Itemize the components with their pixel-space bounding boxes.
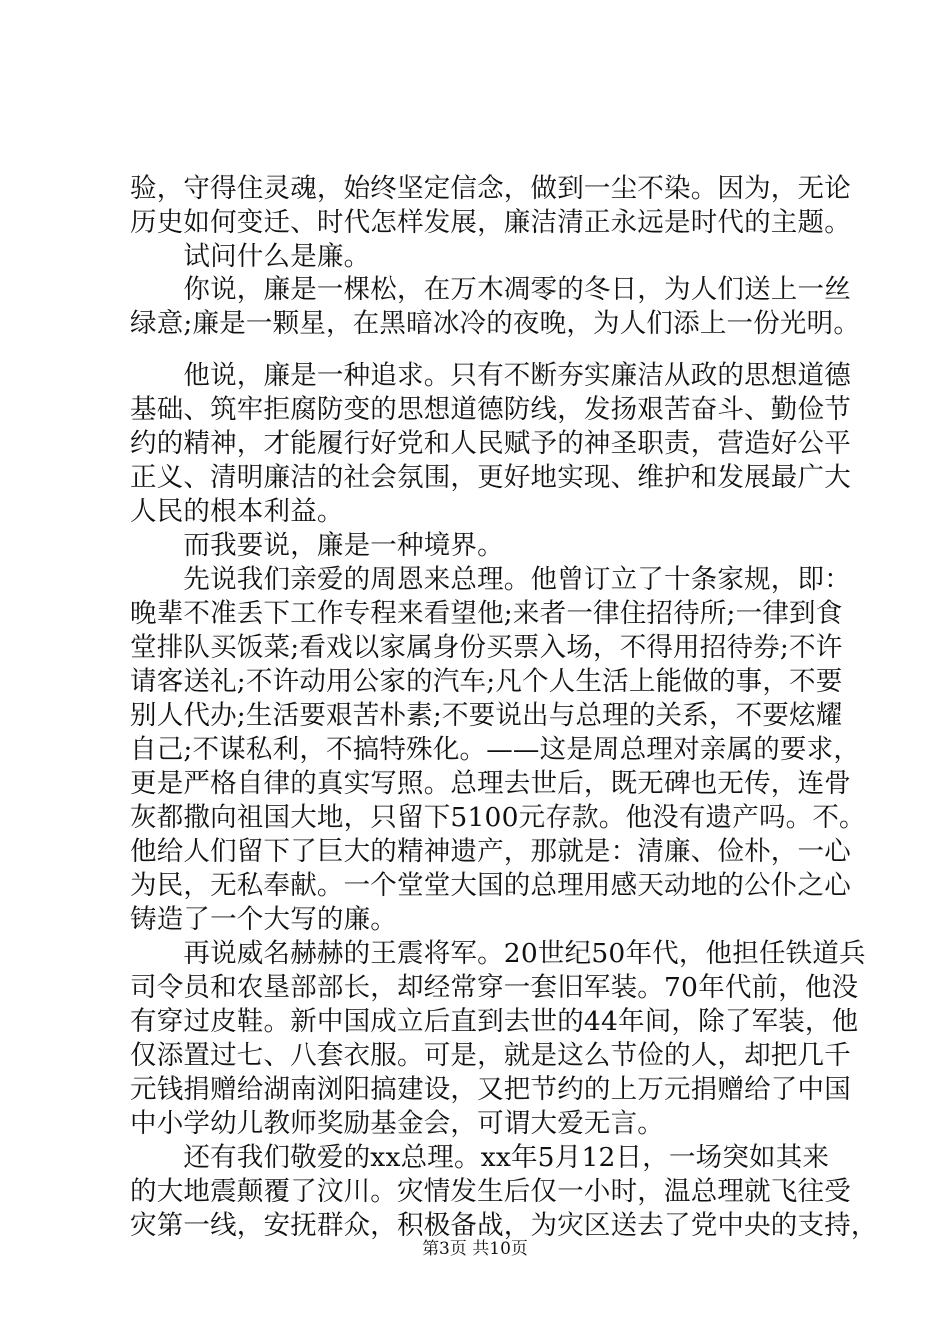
text-line: 更是严格自律的真实写照。总理去世后，既无碑也无传，连骨 — [130, 768, 851, 799]
text-line: 元钱捐赠给湖南浏阳搞建设，又把节约的上万元捐赠给了中国 — [130, 1074, 851, 1105]
text-line: 还有我们敬爱的xx总理。xx年5月12日，一场突如其来 — [130, 1142, 830, 1173]
text-line: 你说，廉是一棵松，在万木凋零的冬日，为人们送上一丝 — [130, 274, 851, 305]
text-line: 先说我们亲爱的周恩来总理。他曾订立了十条家规，即： — [130, 564, 851, 595]
text-line: 历史如何变迁、时代怎样发展，廉洁清正永远是时代的主题。 — [130, 207, 851, 238]
text-line: 人民的根本利益。 — [130, 496, 344, 527]
text-line: 堂排队买饭菜;看戏以家属身份买票入场，不得用招待券;不许 — [130, 632, 843, 663]
text-line: 自己;不谋私利，不搞特殊化。——这是周总理对亲属的要求， — [130, 734, 861, 765]
text-line: 他给人们留下了巨大的精神遗产，那就是：清廉、俭朴，一心 — [130, 836, 851, 867]
text-line: 为民，无私奉献。一个堂堂大国的总理用感天动地的公仆之心 — [130, 870, 851, 901]
text-line: 绿意;廉是一颗星，在黑暗冰冷的夜晚，为人们添上一份光明。 — [130, 308, 861, 339]
text-line: 有穿过皮鞋。新中国成立后直到去世的44年间，除了军装，他 — [130, 1006, 859, 1037]
text-line: 别人代办;生活要艰苦朴素;不要说出与总理的关系，不要炫耀 — [130, 700, 843, 731]
text-line: 请客送礼;不许动用公家的汽车;凡个人生活上能做的事，不要 — [130, 666, 843, 697]
text-line: 他说，廉是一种追求。只有不断夯实廉洁从政的思想道德 — [130, 360, 851, 391]
text-line: 灰都撒向祖国大地，只留下5100元存款。他没有遗产吗。不。 — [130, 802, 866, 833]
text-line: 约的精神，才能履行好党和人民赋予的神圣职责，营造好公平 — [130, 428, 851, 459]
text-line: 铸造了一个大写的廉。 — [130, 904, 397, 935]
text-line: 的大地震颠覆了汶川。灾情发生后仅一小时，温总理就飞往受 — [130, 1176, 851, 1207]
text-line: 司令员和农垦部部长，却经常穿一套旧军装。70年代前，他没 — [130, 972, 859, 1003]
text-line: 验，守得住灵魂，始终坚定信念，做到一尘不染。因为，无论 — [130, 173, 851, 204]
text-line: 试问什么是廉。 — [130, 241, 371, 272]
page-footer: 第3页 共10页 — [422, 1239, 528, 1259]
text-line: 晚辈不准丢下工作专程来看望他;来者一律住招待所;一律到食 — [130, 598, 843, 629]
text-line: 再说威名赫赫的王震将军。20世纪50年代，他担任铁道兵 — [130, 938, 866, 969]
text-line: 灾第一线，安抚群众，积极备战，为灾区送去了党中央的支持， — [130, 1210, 878, 1241]
text-line: 而我要说，廉是一种境界。 — [130, 530, 504, 561]
text-line: 中小学幼儿教师奖励基金会，可谓大爱无言。 — [130, 1108, 664, 1139]
text-line: 基础、筑牢拒腐防变的思想道德防线，发扬艰苦奋斗、勤俭节 — [130, 394, 851, 425]
text-line: 仅添置过七、八套衣服。可是，就是这么节俭的人，却把几千 — [130, 1040, 851, 1071]
text-line: 正义、清明廉洁的社会氛围，更好地实现、维护和发展最广大 — [130, 462, 851, 493]
